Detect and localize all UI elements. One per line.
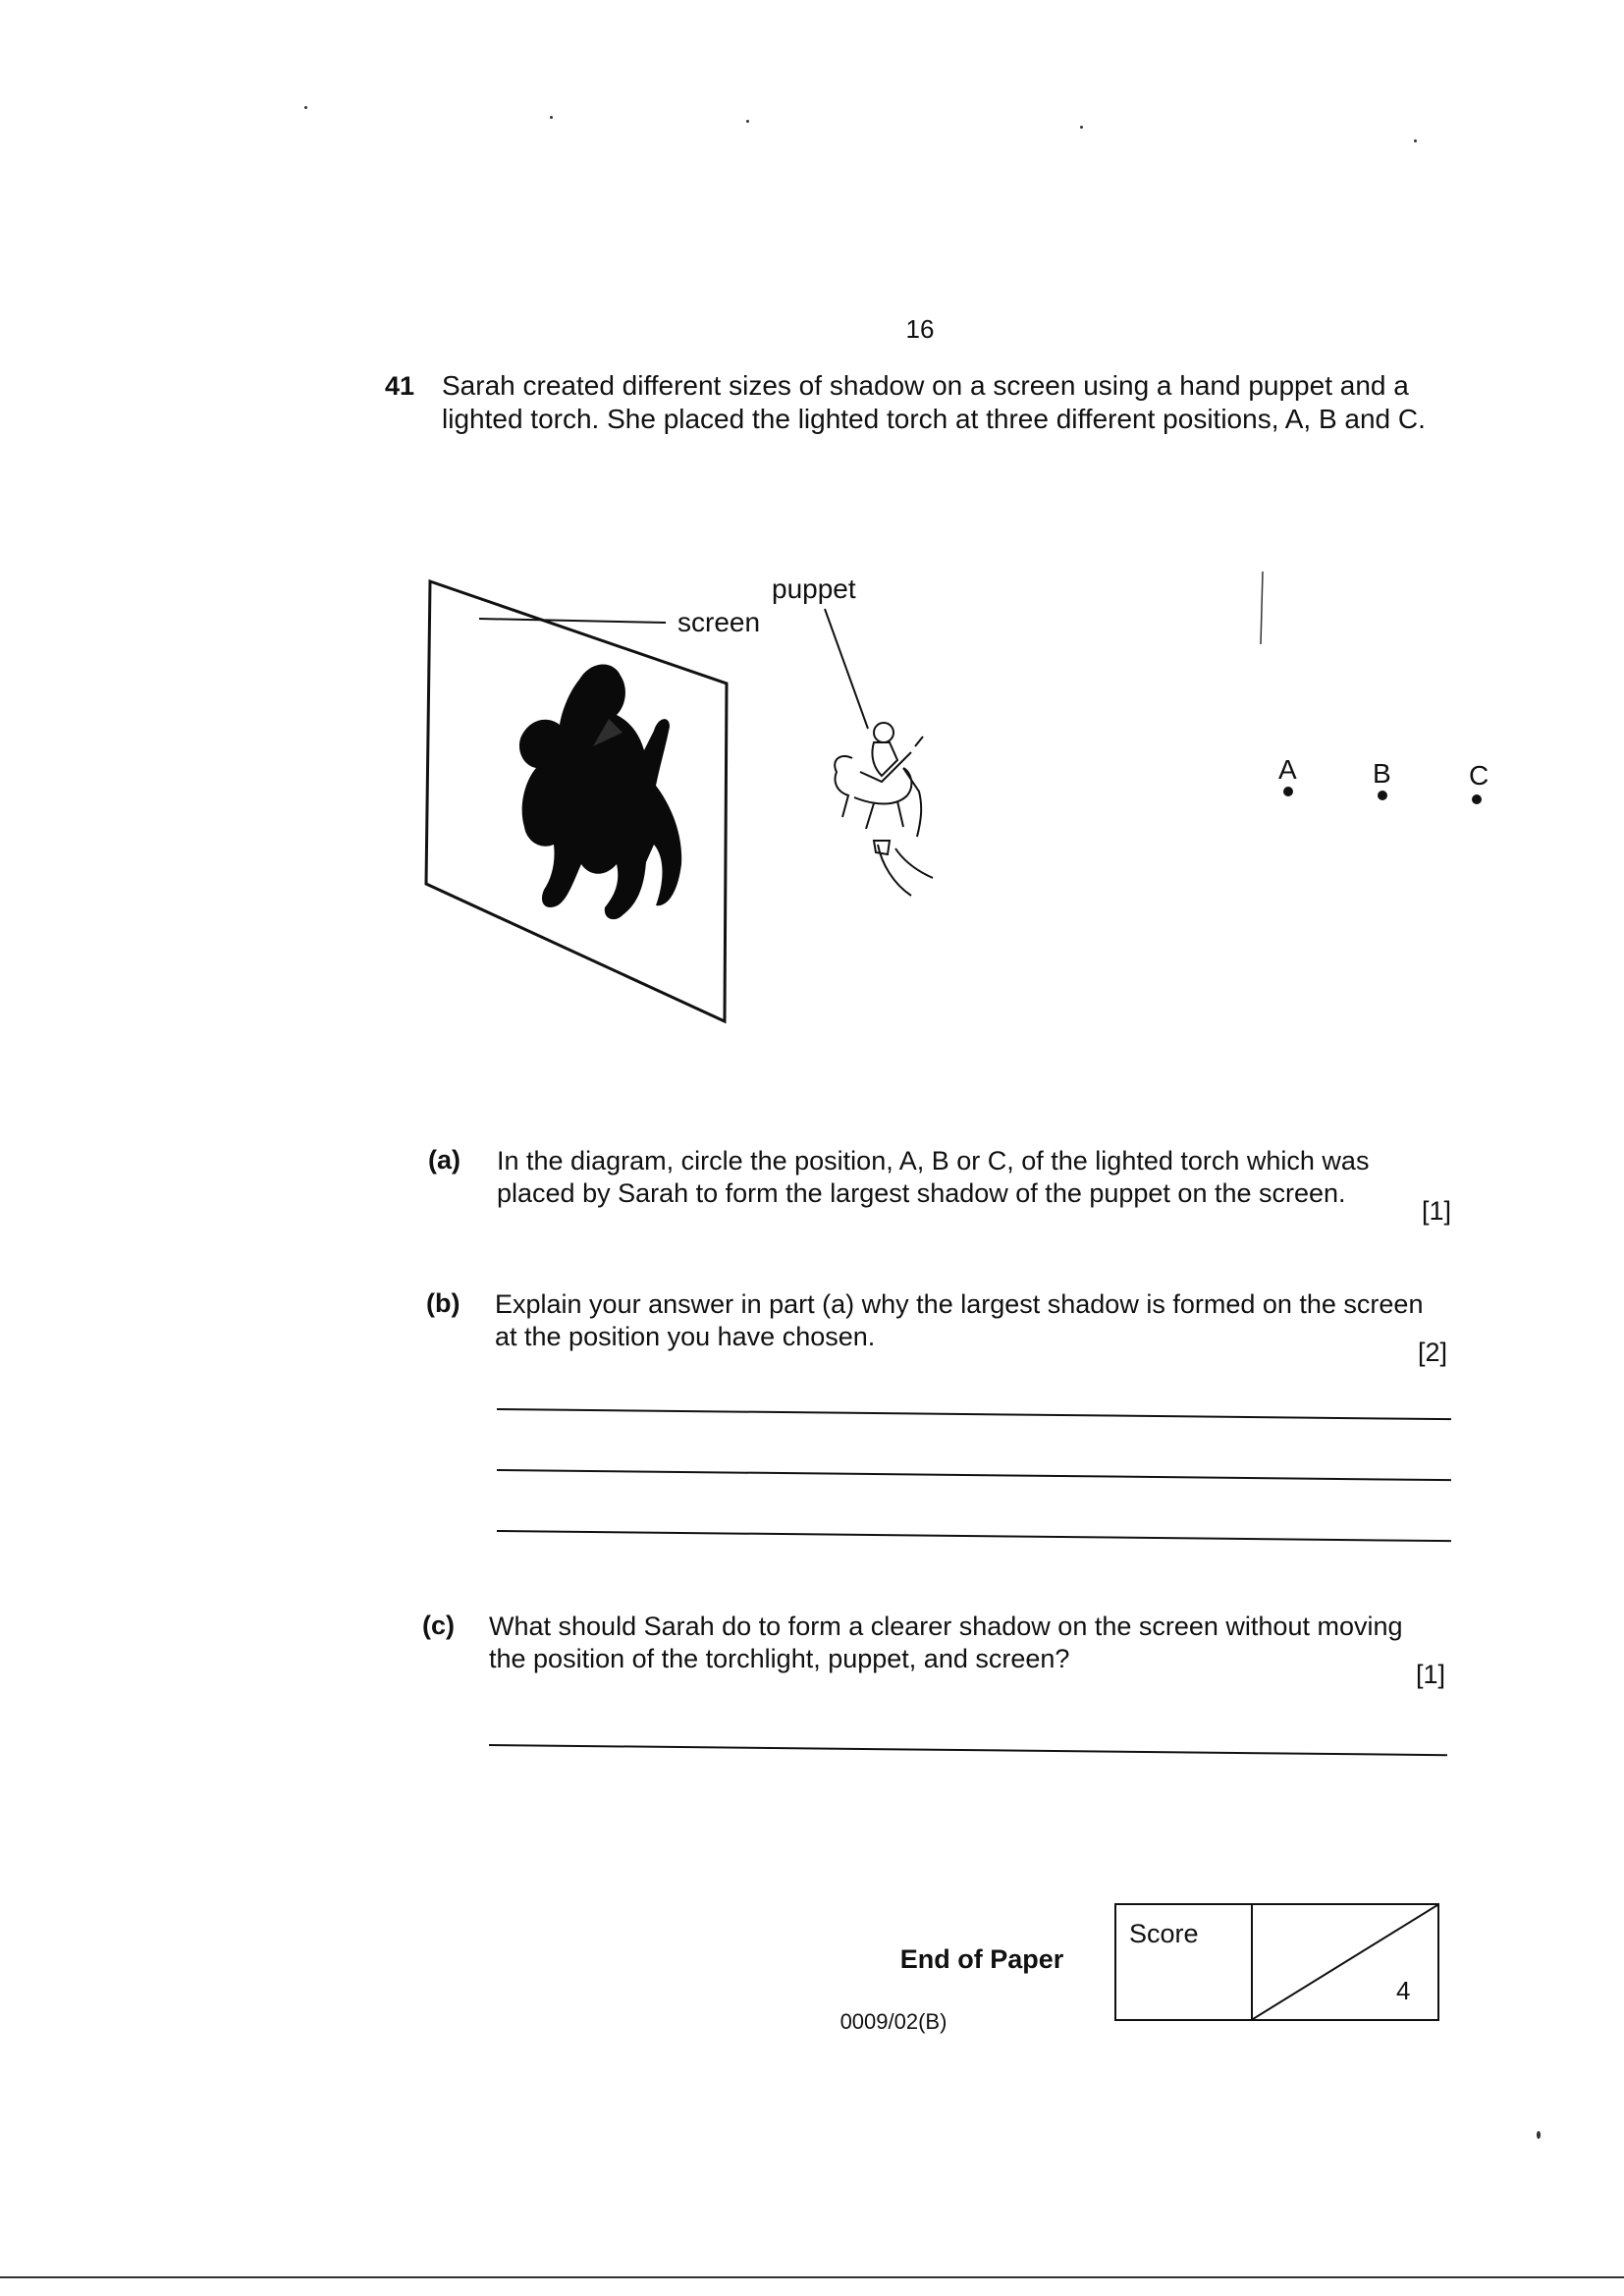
part-b-line-2: at the position you have chosen. [495, 1322, 876, 1351]
scan-speck [1080, 126, 1083, 129]
part-c-line-1: What should Sarah do to form a clearer shadow on the screen without moving [489, 1612, 1403, 1641]
part-a-marks: [1] [1422, 1196, 1452, 1226]
scan-speck [746, 120, 749, 123]
answer-line[interactable] [489, 1744, 1447, 1756]
part-a-text [497, 1145, 1479, 1210]
position-b-dot [1378, 791, 1387, 800]
question-line-1: Sarah created different sizes of shadow on a screen using a hand puppet and a [442, 370, 1409, 401]
score-value: 4 [1396, 1976, 1411, 2005]
part-b-line-1: Explain your answer in part (a) why the largest shadow is formed on the screen [495, 1289, 1424, 1319]
part-a-label: (a) [428, 1145, 460, 1175]
position-a-dot [1283, 787, 1293, 796]
part-c-line-2: the position of the torchlight, puppet, and screen? [489, 1644, 1070, 1673]
part-a-line-1: In the diagram, circle the position, A, B or C, of the lighted torch which was [497, 1146, 1370, 1175]
screen-leader-line [479, 619, 666, 623]
page-number: 16 [905, 314, 935, 344]
puppet-shadow [519, 664, 681, 919]
scan-speck [550, 116, 553, 119]
position-b-label: B [1373, 758, 1391, 789]
answer-line[interactable] [497, 1469, 1451, 1481]
answer-line[interactable] [497, 1530, 1451, 1542]
scan-speck [1537, 2131, 1541, 2139]
position-c-dot [1472, 794, 1482, 804]
part-c-label: (c) [422, 1611, 455, 1640]
part-a-line-2: placed by Sarah to form the largest shadow of the puppet on the screen. [497, 1178, 1346, 1208]
screen-label: screen [677, 607, 761, 637]
puppet-leader-line [825, 609, 868, 729]
answer-line[interactable] [497, 1408, 1451, 1420]
puppet-drawing [835, 723, 933, 896]
question-number: 41 [385, 371, 415, 401]
question-text [442, 369, 1483, 436]
end-of-paper-title: End of Paper [899, 1944, 1064, 1974]
part-b-text [495, 1288, 1477, 1353]
part-b-marks: [2] [1418, 1338, 1448, 1367]
scan-speck [304, 106, 307, 109]
part-b-label: (b) [426, 1288, 460, 1318]
scan-speck [1414, 139, 1417, 142]
part-c-text [489, 1611, 1471, 1675]
position-c-label: C [1469, 760, 1489, 791]
paper-code: 0009/02(B) [839, 2009, 947, 2034]
question-line-2: lighted torch. She placed the lighted torch at three different positions, A, B and C. [442, 404, 1426, 434]
shadow-diagram [412, 550, 1512, 1041]
score-label: Score [1129, 1919, 1199, 1948]
position-a-label: A [1278, 754, 1297, 785]
part-c-marks: [1] [1416, 1660, 1446, 1689]
page-bottom-rule [0, 2276, 1624, 2278]
puppet-label: puppet [772, 574, 856, 604]
